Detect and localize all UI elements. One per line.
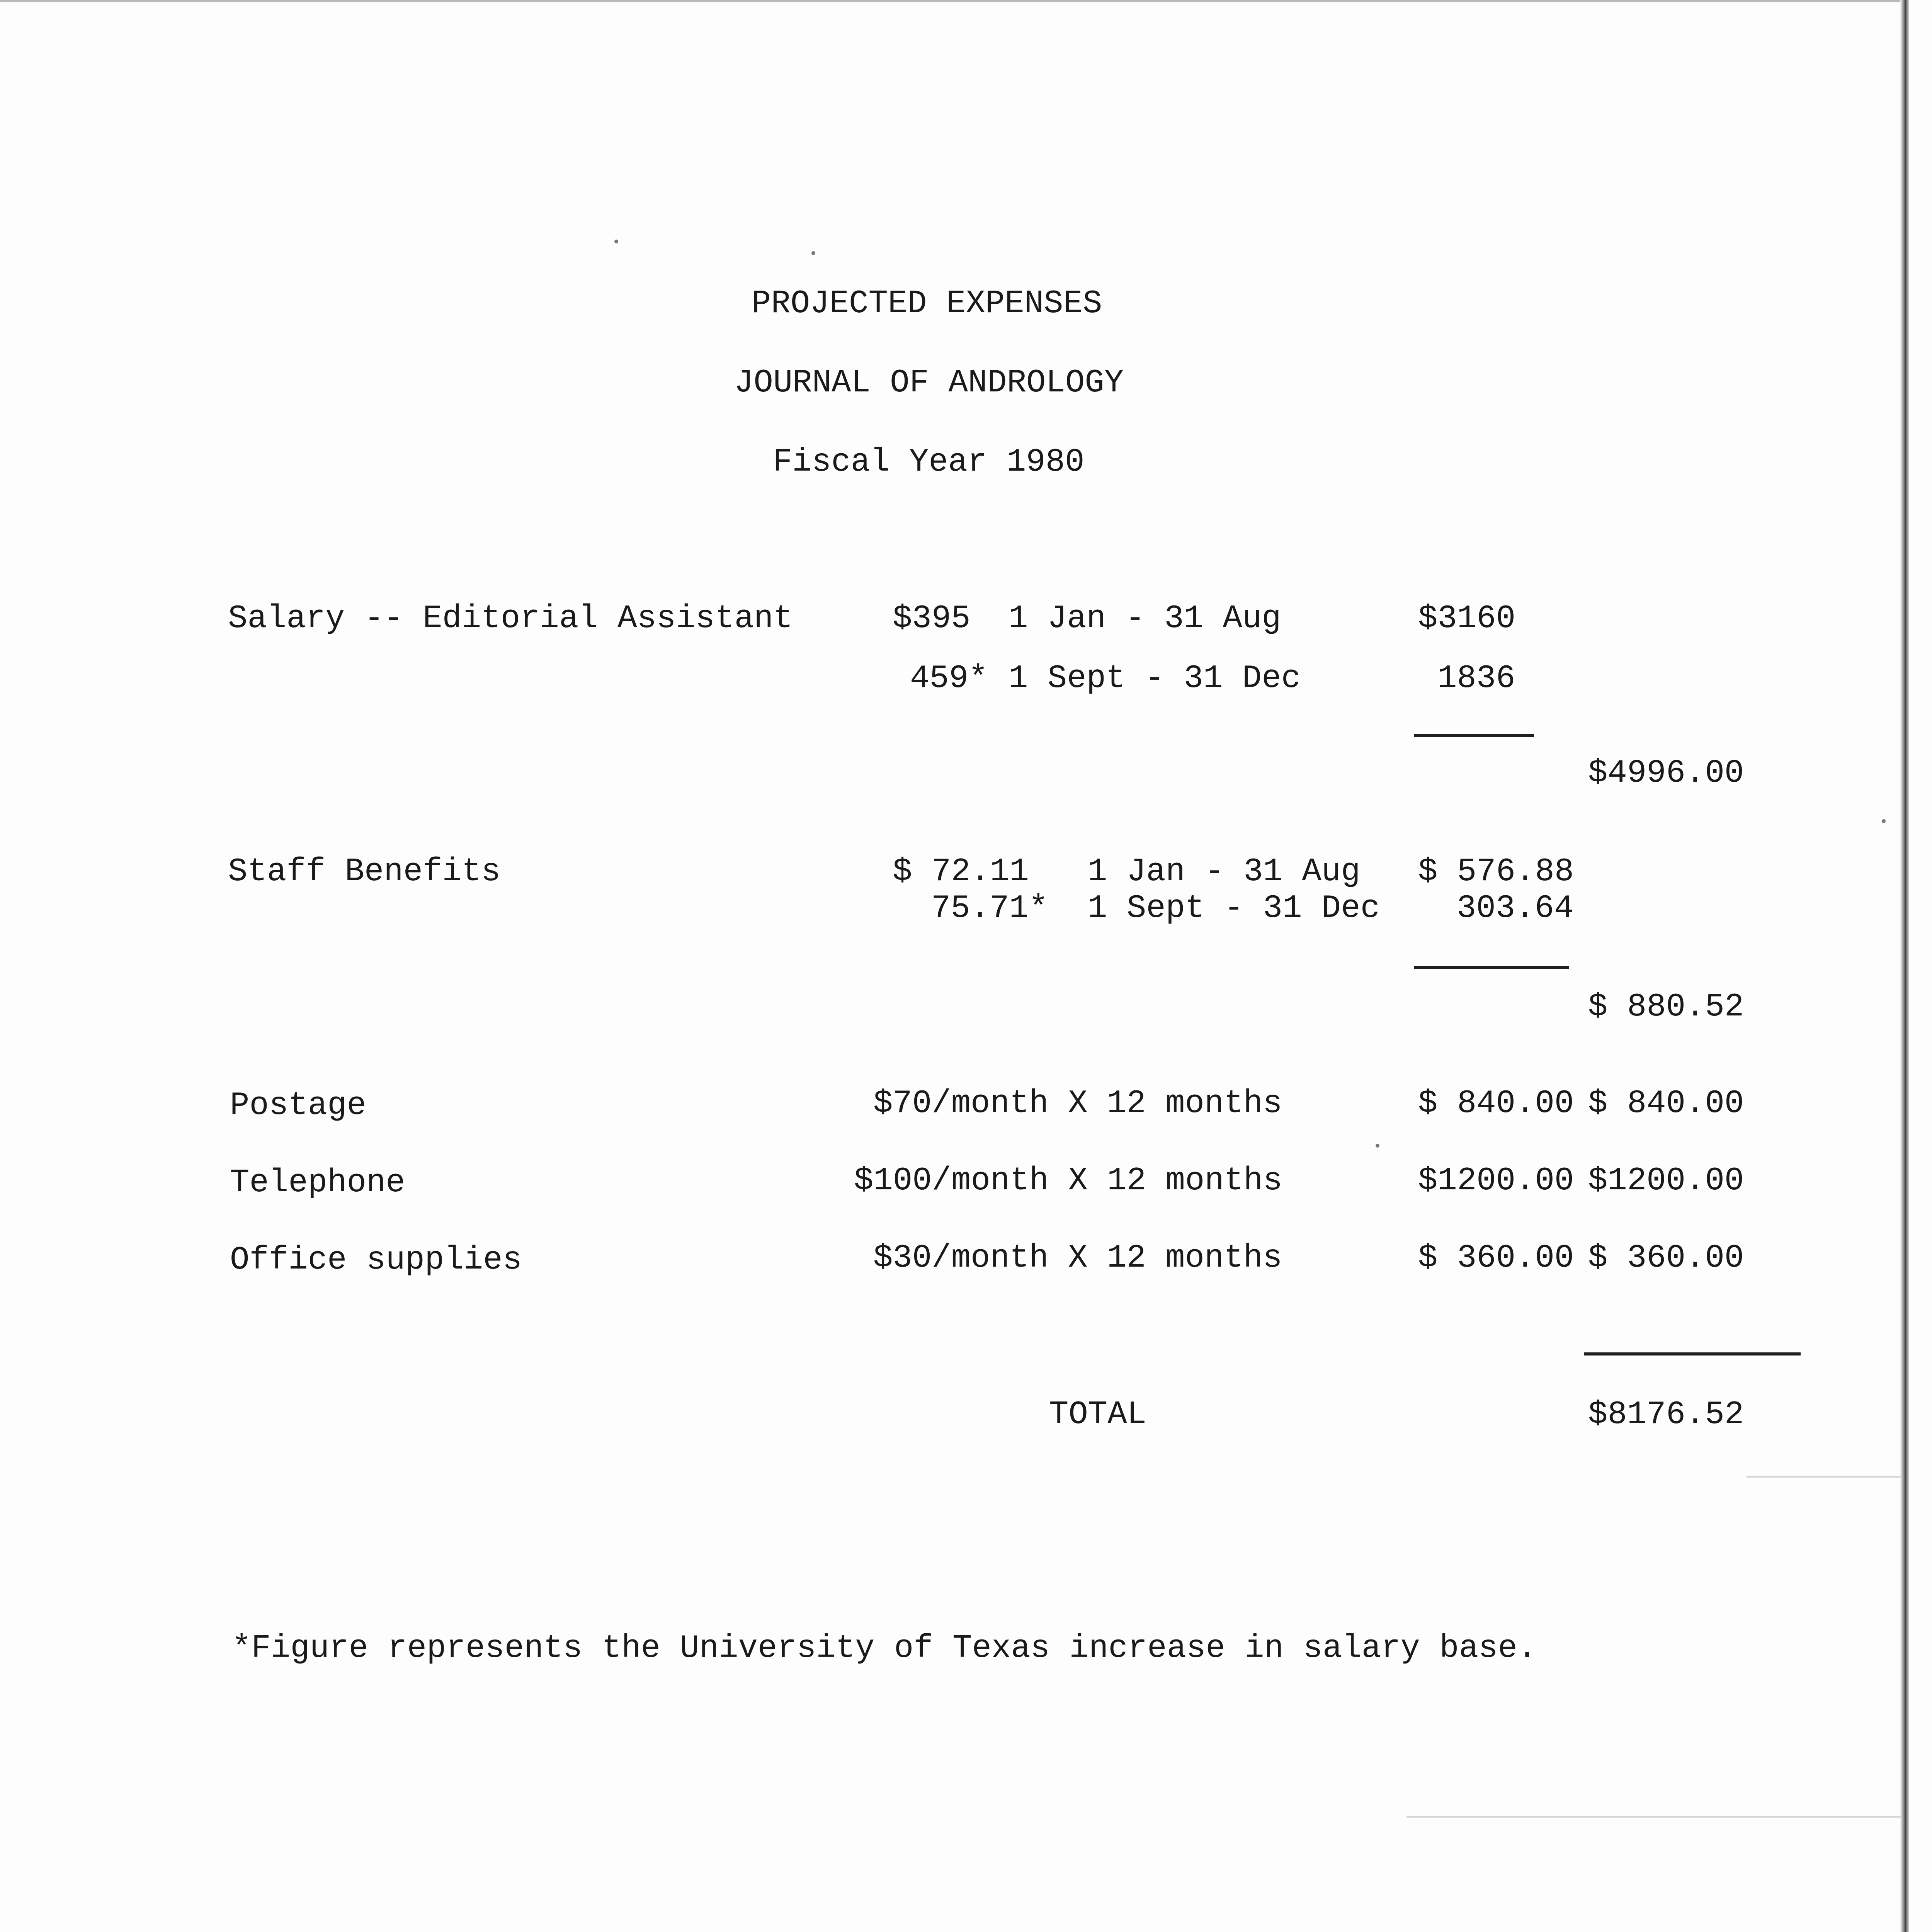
footnote: *Figure represents the University of Texas increase in salary base.	[232, 1630, 1537, 1667]
salary-total: $4996.00	[1588, 755, 1744, 792]
telephone-total: $1200.00	[1588, 1163, 1744, 1199]
benefits-rate-1: $ 72.11	[893, 854, 1029, 890]
salary-amount-1: $3160	[1418, 600, 1516, 637]
paper-speck	[811, 251, 815, 255]
grand-total-label: TOTAL	[1049, 1396, 1147, 1433]
salary-rate-1: $395	[893, 600, 971, 637]
salary-label: Salary -- Editorial Assistant	[228, 600, 793, 637]
benefits-period-2: 1 Sept - 31 Dec	[1088, 890, 1380, 927]
salary-period-1: 1 Jan - 31 Aug	[1009, 600, 1281, 637]
postage-amount: $ 840.00	[1418, 1085, 1574, 1122]
salary-period-2: 1 Sept - 31 Dec	[1009, 660, 1301, 697]
office-supplies-rate: $30/month X 12 months	[873, 1240, 1282, 1277]
page-right-edge	[1900, 0, 1909, 1932]
paper-fold	[1747, 1476, 1901, 1478]
salary-subtotal-rule	[1414, 734, 1534, 737]
benefits-rate-2: 75.71*	[931, 890, 1048, 927]
benefits-subtotal-rule	[1414, 966, 1569, 969]
benefits-amount-1: $ 576.88	[1418, 854, 1574, 890]
fiscal-year: Fiscal Year 1980	[773, 444, 1085, 481]
benefits-total: $ 880.52	[1588, 989, 1744, 1026]
journal-name: JOURNAL OF ANDROLOGY	[734, 365, 1124, 401]
telephone-amount: $1200.00	[1418, 1163, 1574, 1199]
grand-total-value: $8176.52	[1588, 1396, 1744, 1433]
salary-amount-2: 1836	[1437, 660, 1515, 697]
benefits-period-1: 1 Jan - 31 Aug	[1088, 854, 1361, 890]
benefits-amount-2: 303.64	[1457, 890, 1574, 927]
salary-rate-2: 459*	[910, 660, 988, 697]
postage-total: $ 840.00	[1588, 1085, 1744, 1122]
postage-rate: $70/month X 12 months	[873, 1085, 1282, 1122]
postage-label: Postage	[230, 1087, 366, 1124]
benefits-label: Staff Benefits	[228, 854, 501, 890]
paper-speck	[1376, 1144, 1379, 1148]
paper-fold	[1406, 1816, 1901, 1818]
page-title: PROJECTED EXPENSES	[752, 286, 1102, 322]
grand-total-rule	[1584, 1352, 1801, 1355]
telephone-label: Telephone	[230, 1165, 405, 1201]
telephone-rate: $100/month X 12 months	[854, 1163, 1282, 1199]
office-supplies-amount: $ 360.00	[1418, 1240, 1574, 1277]
page-top-edge	[0, 0, 1901, 2]
office-supplies-total: $ 360.00	[1588, 1240, 1744, 1277]
paper-speck	[614, 240, 618, 243]
paper-speck	[1882, 819, 1886, 823]
office-supplies-label: Office supplies	[230, 1242, 522, 1279]
